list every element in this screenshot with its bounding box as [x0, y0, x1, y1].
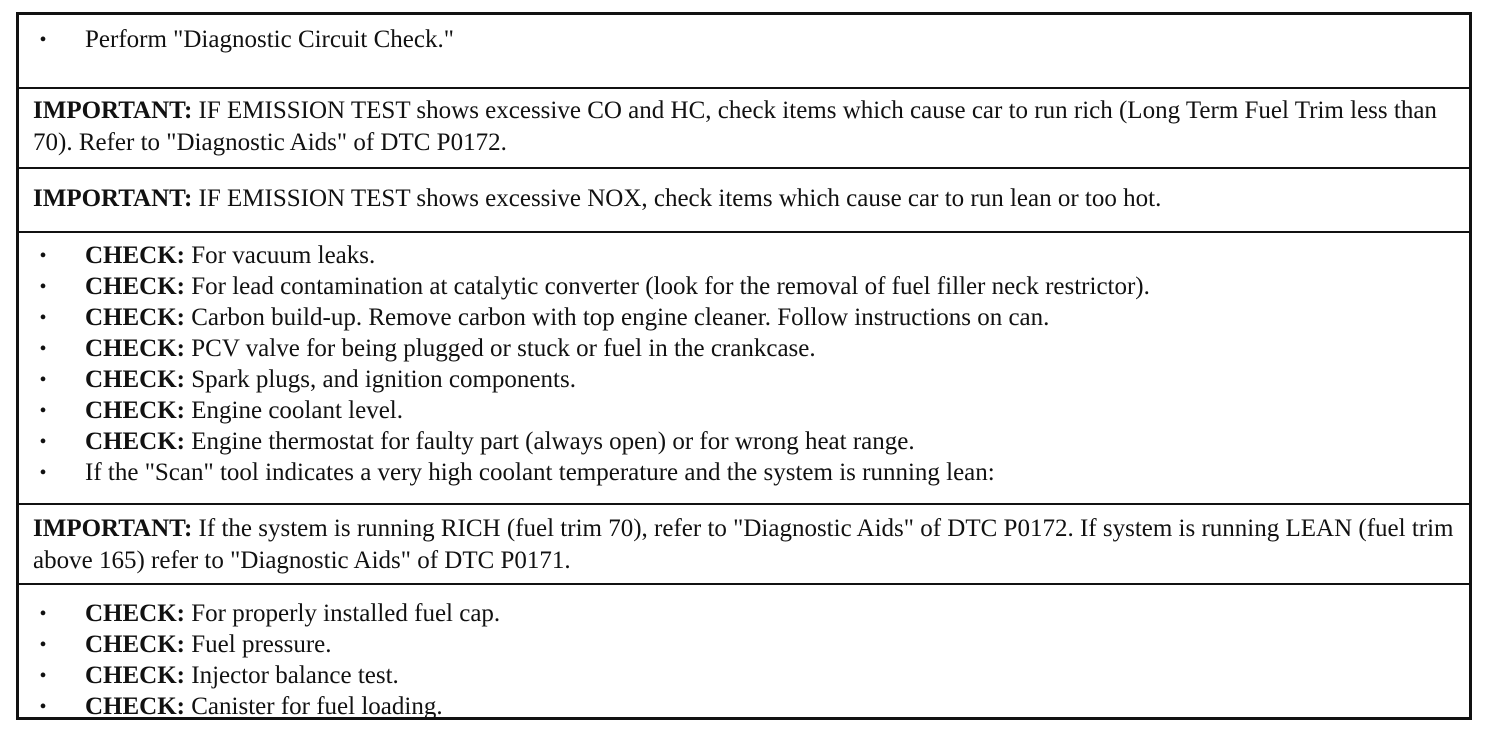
bullet-icon: • — [39, 431, 47, 453]
bullet-icon: • — [39, 307, 47, 329]
check-text: If the "Scan" tool indicates a very high coolant temperature and the system is running lean: — [85, 459, 995, 486]
diagnostic-procedure-box — [16, 12, 1472, 720]
checks-section-lean-hot — [19, 231, 1469, 503]
check-label: CHECK: — [85, 693, 185, 720]
bullet-icon: • — [39, 338, 47, 360]
bullet-icon: • — [39, 276, 47, 298]
check-text: PCV valve for being plugged or stuck or fuel in the crankcase. — [185, 335, 816, 362]
bullet-icon: • — [39, 665, 47, 687]
check-text: Fuel pressure. — [185, 631, 332, 658]
bullet-icon: • — [39, 400, 47, 422]
bullet-icon: • — [39, 603, 47, 625]
important-text: IF EMISSION TEST shows excessive CO and HC, check items which cause car to run rich (Long Term Fuel Trim less than 70). Refer to "Diagnostic Aids" of DTC P0172. — [33, 97, 1437, 156]
bullet-icon: • — [39, 369, 47, 391]
check-label: CHECK: — [85, 304, 185, 331]
important-label: IMPORTANT: — [33, 97, 193, 124]
bullet-icon: • — [39, 245, 47, 267]
check-text: For properly installed fuel cap. — [185, 600, 501, 627]
check-text: Injector balance test. — [185, 662, 399, 689]
check-label: CHECK: — [85, 335, 185, 362]
important-note — [33, 95, 1455, 159]
check-label: CHECK: — [85, 366, 185, 393]
checks-section-fuel — [19, 583, 1469, 720]
check-text: For lead contamination at catalytic converter (look for the removal of fuel filler neck restrictor). — [185, 273, 1150, 300]
check-text: Engine coolant level. — [185, 397, 403, 424]
important-note — [33, 183, 1455, 215]
important-text: IF EMISSION TEST shows excessive NOX, check items which cause car to run lean or too hot. — [192, 185, 1162, 212]
check-text: Engine thermostat for faulty part (always open) or for wrong heat range. — [185, 428, 915, 455]
important-text: If the system is running RICH (fuel trim 70), refer to "Diagnostic Aids" of DTC P0172. If system is running LEAN (fuel trim above 165) refer to "Diagnostic Aids" of DTC P0171. — [33, 515, 1454, 574]
bullet-icon: • — [39, 634, 47, 656]
important-section-emission-nox — [19, 167, 1469, 231]
important-label: IMPORTANT: — [33, 185, 193, 212]
check-label: CHECK: — [85, 273, 185, 300]
bullet-icon: • — [39, 462, 47, 484]
check-label: CHECK: — [85, 428, 185, 455]
check-text: For vacuum leaks. — [185, 242, 376, 269]
check-text: Spark plugs, and ignition components. — [185, 366, 576, 393]
check-label: CHECK: — [85, 397, 185, 424]
intro-item-text: Perform "Diagnostic Circuit Check." — [85, 26, 454, 53]
check-label: CHECK: — [85, 662, 185, 689]
check-text: Canister for fuel loading. — [185, 693, 443, 720]
check-label: CHECK: — [85, 242, 185, 269]
important-section-emission-co-hc — [19, 87, 1469, 167]
bullet-icon: • — [39, 29, 47, 51]
bullet-icon: • — [39, 696, 47, 718]
intro-section — [19, 15, 1469, 87]
check-text: Carbon build-up. Remove carbon with top engine cleaner. Follow instructions on can. — [185, 304, 1050, 331]
important-section-rich-lean — [19, 503, 1469, 583]
check-label: CHECK: — [85, 631, 185, 658]
check-label: CHECK: — [85, 600, 185, 627]
important-note — [33, 513, 1455, 577]
important-label: IMPORTANT: — [33, 515, 193, 542]
